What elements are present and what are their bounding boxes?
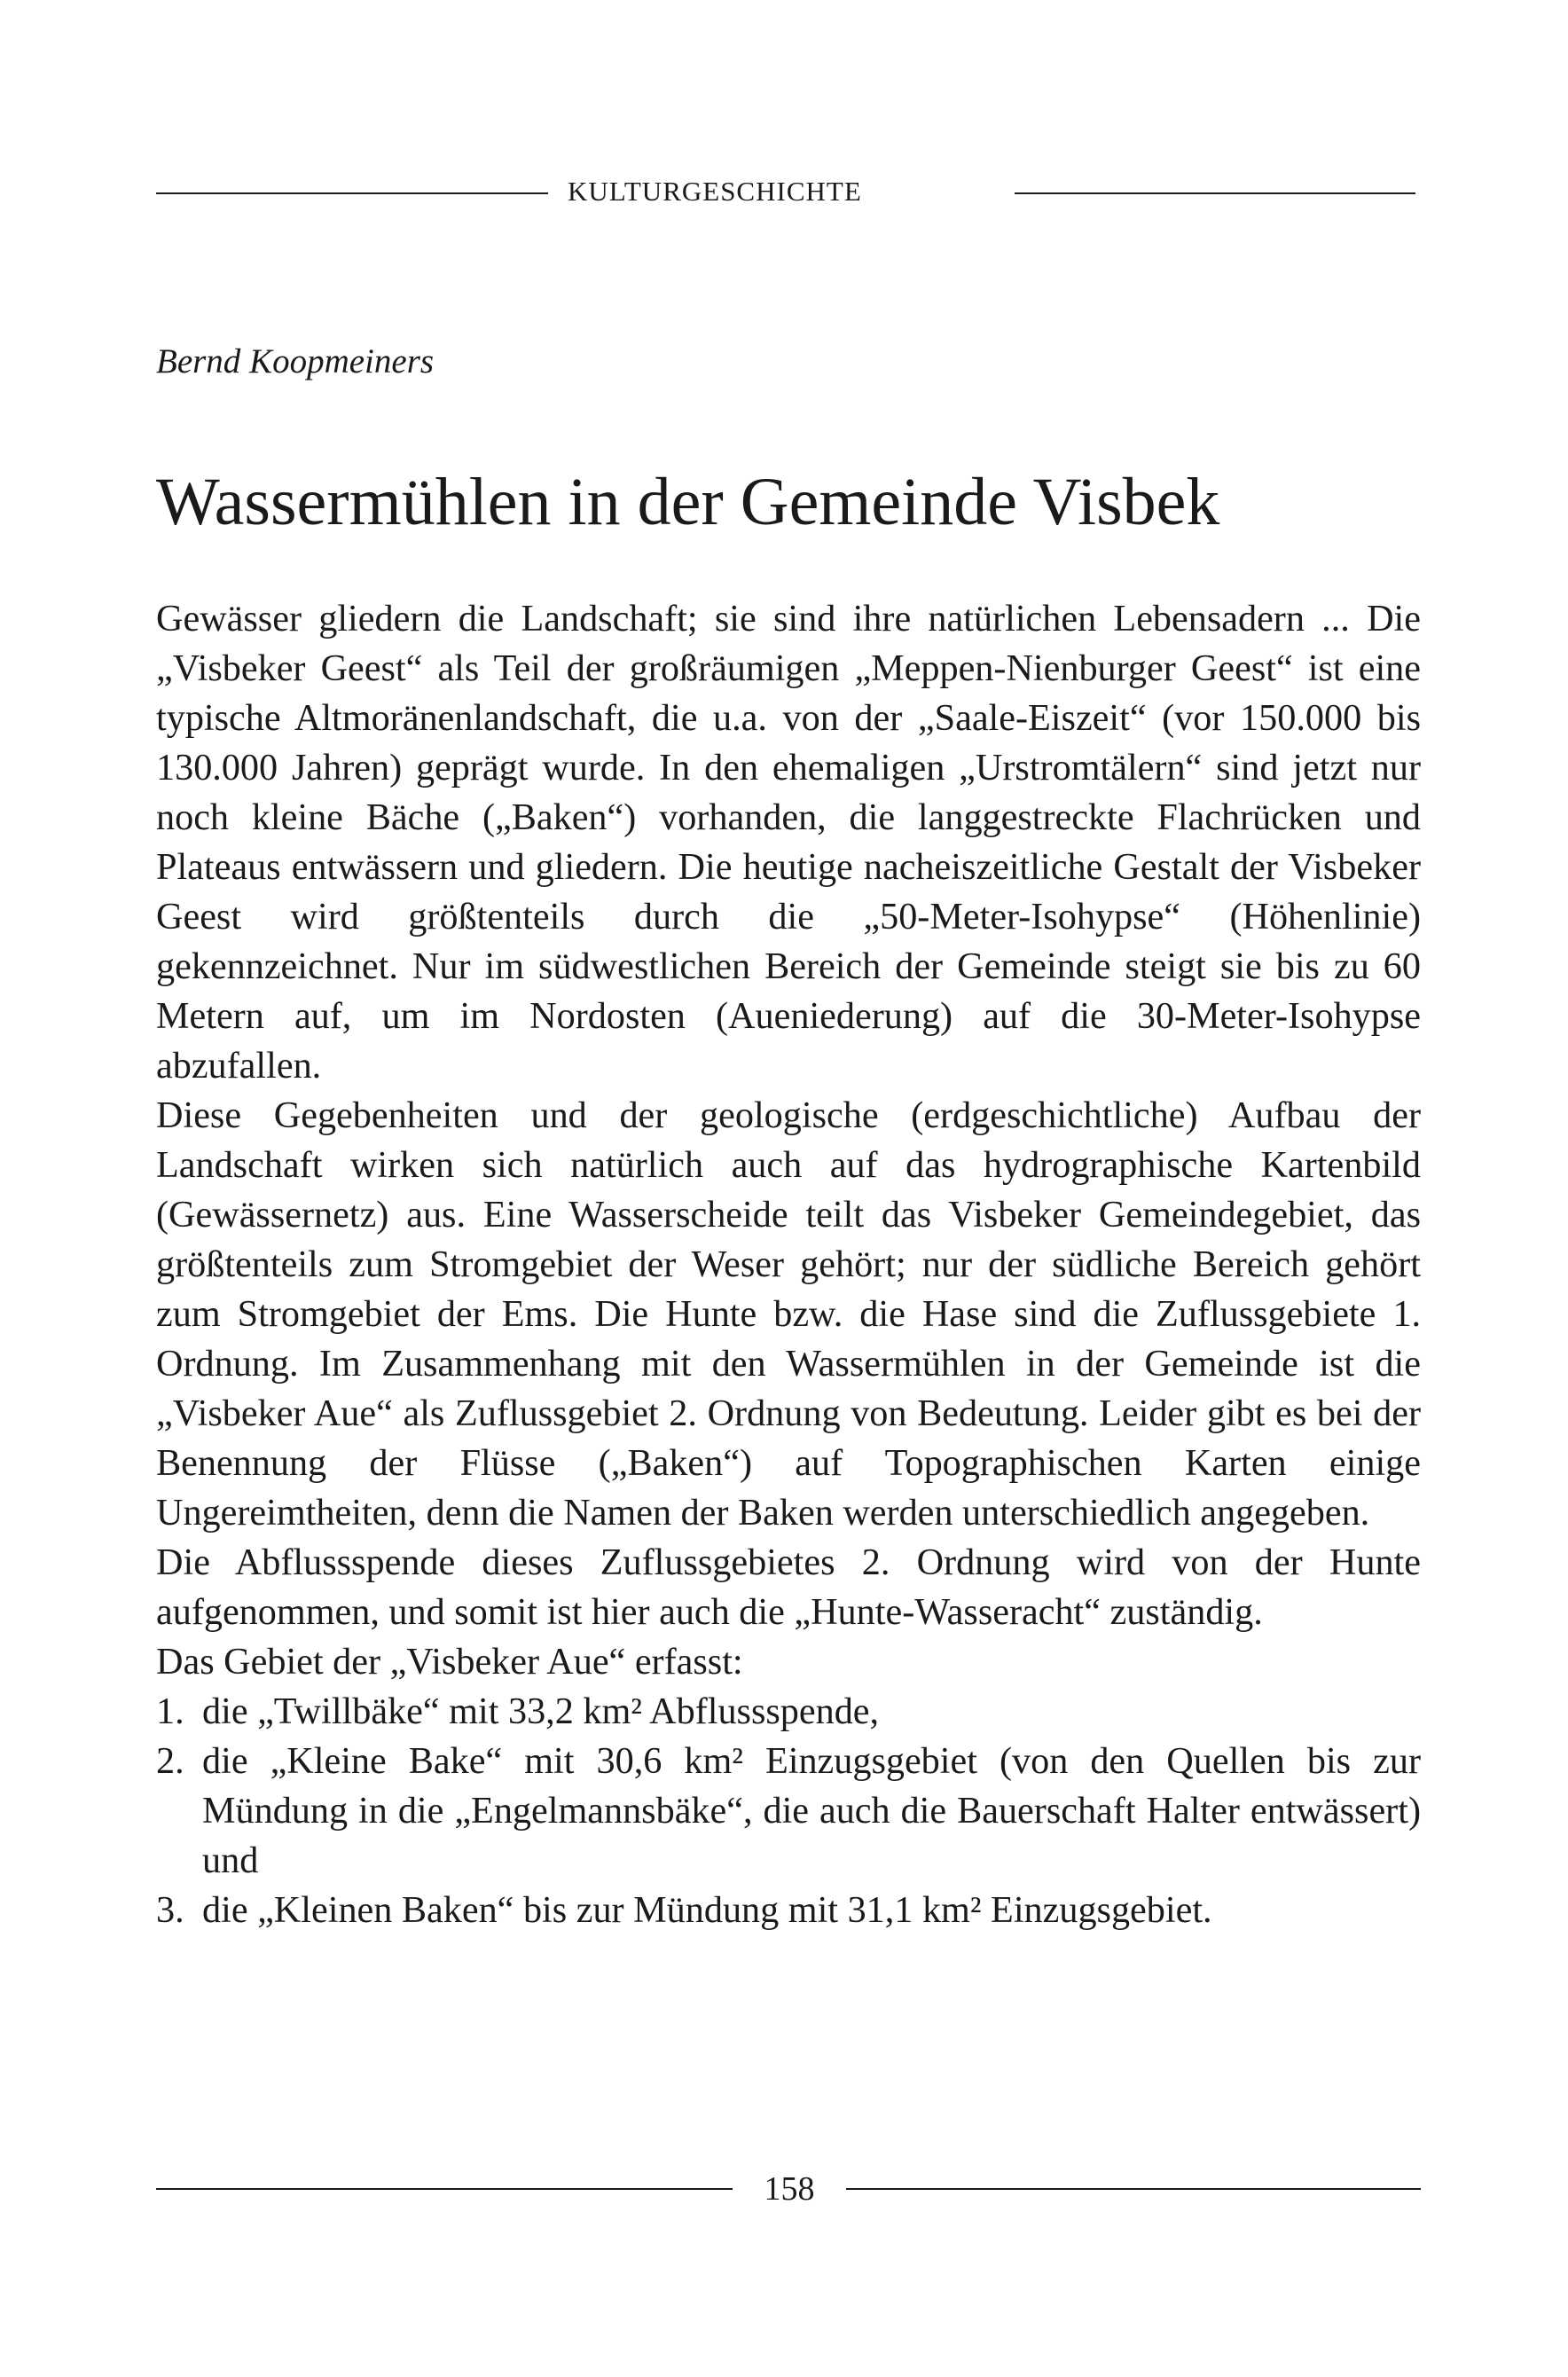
list-item bbox=[156, 1886, 1421, 1935]
section-title: KULTURGESCHICHTE bbox=[568, 176, 862, 207]
author-name: Bernd Koopmeiners bbox=[156, 342, 435, 380]
list-item-number: 1. bbox=[156, 1691, 184, 1732]
paragraph: Die Abflussspende dieses Zuflussgebietes 2. Ordnung wird von der Hunte aufgenommen, und somit ist hier auch die „Hunte-Wasseracht“ zuständig. bbox=[156, 1542, 1421, 1633]
list-item-number: 3. bbox=[156, 1889, 184, 1931]
list-item-number: 2. bbox=[156, 1740, 184, 1782]
paragraph: Das Gebiet der „Visbeker Aue“ erfasst: bbox=[156, 1641, 743, 1683]
footer-rule-left bbox=[156, 2188, 733, 2190]
article-title: Wassermühlen in der Gemeinde Visbek bbox=[156, 465, 1220, 539]
numbered-list bbox=[156, 1687, 1421, 1935]
paragraph: Gewässer gliedern die Landschaft; sie sind ihre natürlichen Lebensadern ... Die „Visbeker Geest“ als Teil der großräumigen „Meppen-Nienburger Geest“ ist eine typische Altmoränenlandschaft, die u.a. von der „Saale-Eiszeit“ (vor 150.000 bis 130.000 Jahren) geprägt wurde. In den ehemaligen „Urstromtälern“ sind jetzt nur noch kleine Bäche („Baken“) vorhanden, die langgestreckte Flachrücken und Plateaus entwässern und gliedern. Die heutige nacheiszeitliche Gestalt der Visbeker Geest wird größtenteils durch die „50-Meter-Isohypse“ (Höhenlinie) gekennzeichnet. Nur im südwestlichen Bereich der Gemeinde steigt sie bis zu 60 Metern auf, um im Nordosten (Aueniederung) auf die 30-Meter-Isohypse abzufallen. bbox=[156, 598, 1421, 1087]
article-body bbox=[156, 594, 1421, 1935]
page-number: 158 bbox=[764, 2170, 815, 2208]
header-rule-left bbox=[156, 192, 548, 194]
list-item-text: die „Kleine Bake“ mit 30,6 km² Einzugsgebiet (von den Quellen bis zur Mündung in die „Engelmannsbäke“, die auch die Bauerschaft Halter entwässert) und bbox=[202, 1740, 1421, 1881]
paragraph: Diese Gegebenheiten und der geologische (erdgeschichtliche) Aufbau der Landschaft wirken sich natürlich auch auf das hydrographische Kartenbild (Gewässernetz) aus. Eine Wasserscheide teilt das Visbeker Gemeindegebiet, das größtenteils zum Stromgebiet der Weser gehört; nur der südliche Bereich gehört zum Stromgebiet der Ems. Die Hunte bzw. die Hase sind die Zuflussgebiete 1. Ordnung. Im Zusammenhang mit den Wassermühlen in der Gemeinde ist die „Visbeker Aue“ als Zuflussgebiet 2. Ordnung von Bedeutung. Leider gibt es bei der Benennung der Flüsse („Baken“) auf Topographischen Karten einige Ungereimtheiten, denn die Namen der Baken werden unterschiedlich angegeben. bbox=[156, 1094, 1421, 1534]
page-footer bbox=[156, 2164, 1421, 2214]
header-rule-right bbox=[1015, 192, 1415, 194]
list-item bbox=[156, 1687, 1421, 1737]
footer-rule-right bbox=[846, 2188, 1421, 2190]
list-item-text: die „Twillbäke“ mit 33,2 km² Abflussspende, bbox=[202, 1691, 880, 1732]
list-item bbox=[156, 1737, 1421, 1886]
list-item-text: die „Kleinen Baken“ bis zur Mündung mit 31,1 km² Einzugsgebiet. bbox=[202, 1889, 1212, 1931]
running-header bbox=[156, 174, 1415, 209]
